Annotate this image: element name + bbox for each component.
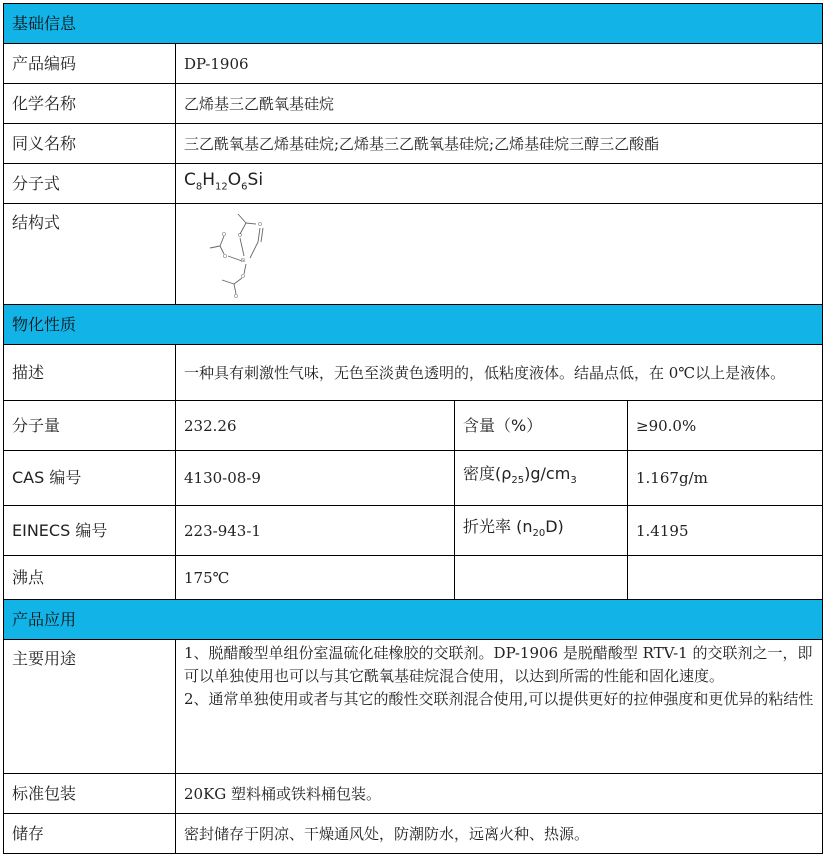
atom-o-1: O <box>238 233 242 239</box>
formula-si: Si <box>247 169 264 190</box>
density-label-unit-sub: 3 <box>570 475 577 487</box>
density-label-unit: )g/cm <box>524 464 571 484</box>
structure-label: 结构式 <box>4 204 176 305</box>
section-header-basic: 基础信息 <box>4 4 823 44</box>
atom-o-6: O <box>234 294 238 298</box>
einecs-value: 223-943-1 <box>176 506 455 556</box>
description-value: 一种具有刺激性气味，无色至淡黄色透明的，低粘度液体。结晶点低，在 0℃以上是液体。 <box>176 345 823 401</box>
spec-table <box>3 3 823 854</box>
cas-label: CAS 编号 <box>4 451 176 506</box>
structure-cell <box>176 204 823 305</box>
packaging-label: 标准包装 <box>4 774 176 814</box>
description-label: 描述 <box>4 345 176 401</box>
atom-si: Si <box>241 258 246 264</box>
packaging-value: 20KG 塑料桶或铁料桶包装。 <box>176 774 823 814</box>
main-use-paragraph-2: 2、通常单独使用或者与其它的酸性交联剂混合使用,可以提供更好的拉伸强度和更优异的粘结性 <box>184 690 814 708</box>
chemical-name-value: 乙烯基三乙酰氧基硅烷 <box>176 84 823 124</box>
formula-c-count: 8 <box>195 181 203 193</box>
atom-o-4: O <box>222 232 226 238</box>
formula-label: 分子式 <box>4 164 176 204</box>
empty-cell-2 <box>628 556 823 600</box>
refractive-index-value: 1.4195 <box>628 506 823 556</box>
atom-o-3: O <box>223 254 227 260</box>
main-use-value <box>176 640 823 774</box>
boiling-point-value: 175℃ <box>176 556 455 600</box>
formula-h: H <box>202 169 216 190</box>
density-value: 1.167g/m <box>628 451 823 506</box>
main-use-paragraph-1: 1、脱醋酸型单组份室温硫化硅橡胶的交联剂。DP-1906 是脱醋酸型 RTV-1 的交联剂之一，即可以单独使用也可以与其它酰氧基硅烷混合使用，以达到所需的性能和固化速度。 <box>184 644 813 685</box>
molecular-weight-value: 232.26 <box>176 401 455 451</box>
cas-value: 4130-08-9 <box>176 451 455 506</box>
chemical-name-label: 化学名称 <box>4 84 176 124</box>
content-label: 含量（%） <box>455 401 628 451</box>
formula-o: O <box>227 169 242 190</box>
synonym-value: 三乙酰氧基乙烯基硅烷;乙烯基三乙酰氧基硅烷;乙烯基硅烷三醇三乙酸酯 <box>176 124 823 164</box>
section-header-physical: 物化性质 <box>4 305 823 345</box>
synonym-label: 同义名称 <box>4 124 176 164</box>
empty-cell-1 <box>455 556 628 600</box>
main-use-label: 主要用途 <box>4 640 176 774</box>
content-value: ≥90.0% <box>628 401 823 451</box>
molecular-formula <box>176 164 823 204</box>
refractive-label-sub: 20 <box>532 528 546 540</box>
einecs-label: EINECS 编号 <box>4 506 176 556</box>
atom-o-2: O <box>258 222 262 228</box>
formula-c: C <box>184 169 196 190</box>
product-spec-sheet <box>3 3 822 854</box>
refractive-index-label <box>455 506 628 556</box>
formula-h-count: 12 <box>215 181 228 193</box>
molecular-weight-label: 分子量 <box>4 401 176 451</box>
structure-formula-image <box>204 206 284 298</box>
formula-o-count: 6 <box>241 181 248 193</box>
boiling-point-label: 沸点 <box>4 556 176 600</box>
atom-o-5: O <box>241 274 245 280</box>
refractive-label-post: D) <box>545 516 564 536</box>
storage-value: 密封储存于阴凉、干燥通风处，防潮防水，远离火种、热源。 <box>176 814 823 854</box>
section-header-application: 产品应用 <box>4 600 823 640</box>
storage-label: 储存 <box>4 814 176 854</box>
density-label <box>455 451 628 506</box>
product-code-label: 产品编码 <box>4 44 176 84</box>
refractive-label-text: 折光率 (n <box>463 516 533 536</box>
product-code-value: DP-1906 <box>176 44 823 84</box>
density-label-text: 密度(ρ <box>463 464 512 484</box>
density-label-sub: 25 <box>511 475 525 487</box>
